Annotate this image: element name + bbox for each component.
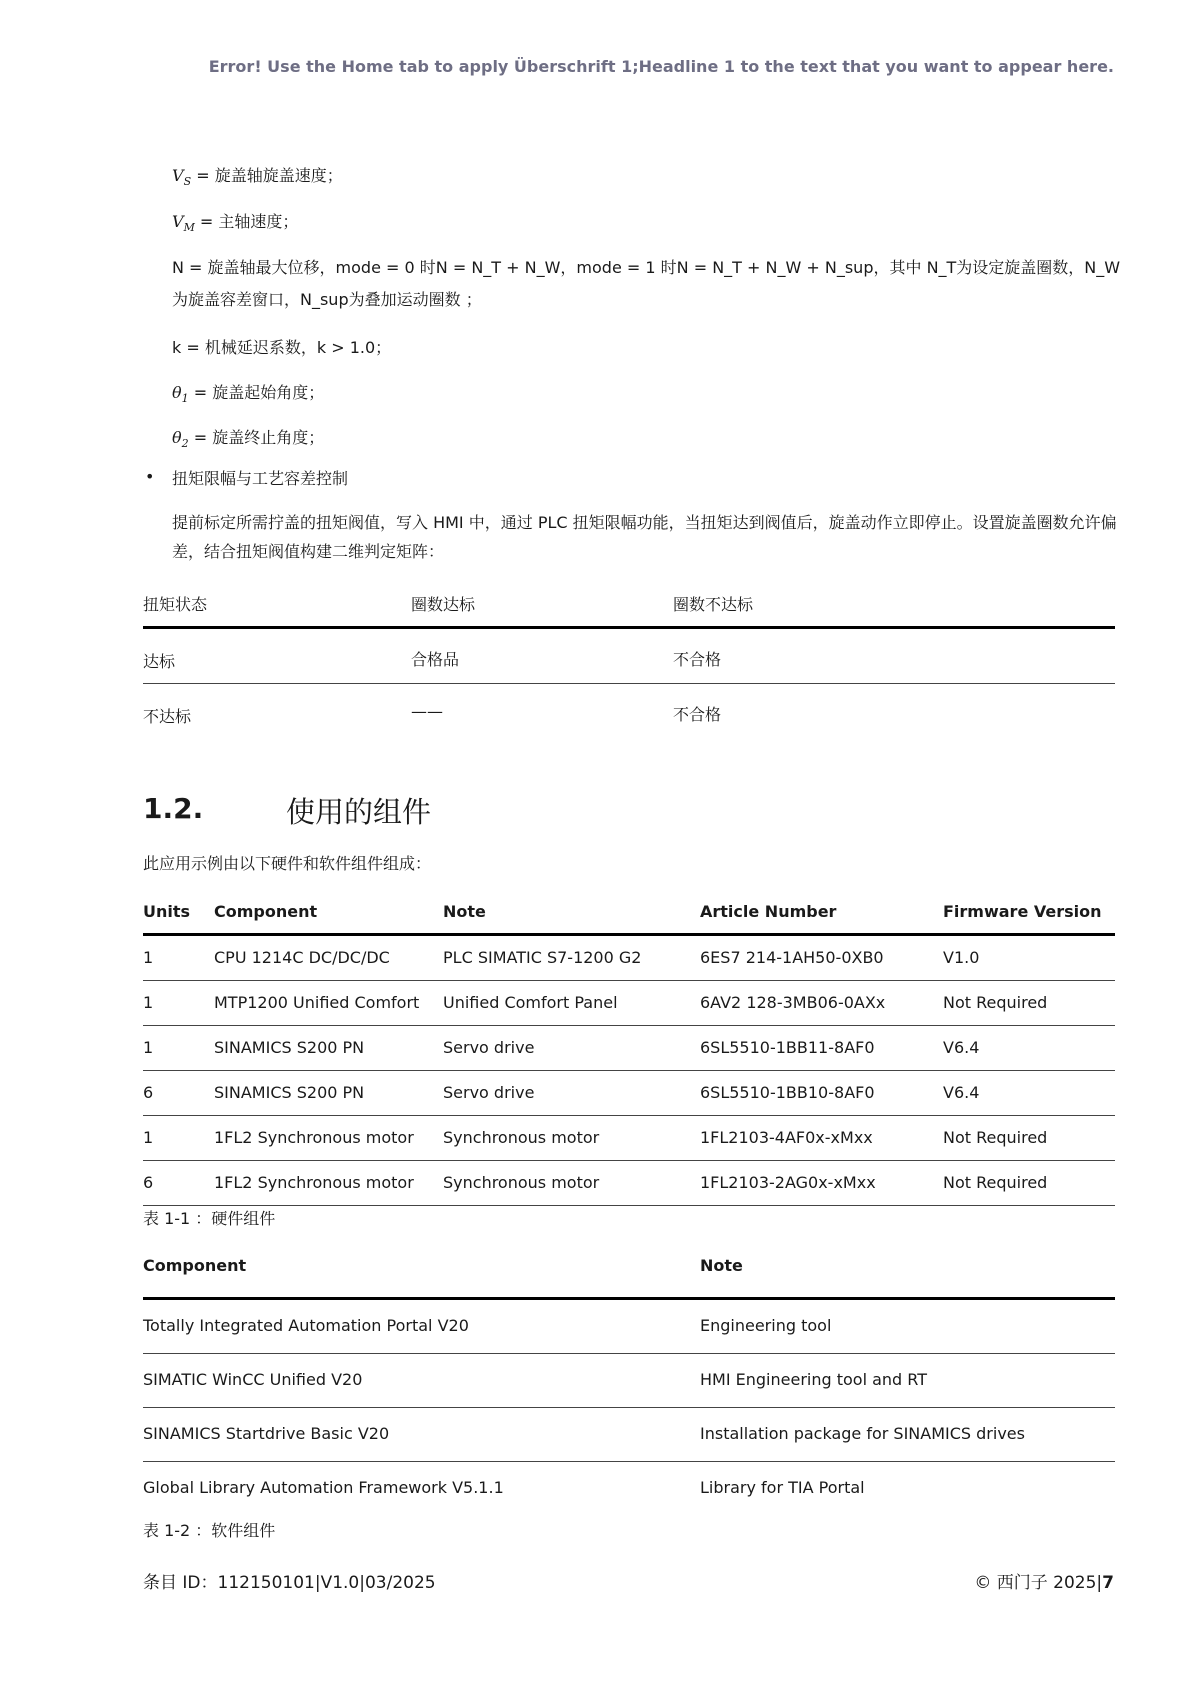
table-cell: Totally Integrated Automation Portal V20 xyxy=(143,1316,469,1335)
section-intro: 此应用示例由以下硬件和软件组件组成： xyxy=(143,854,432,873)
table-cell: —— xyxy=(411,702,443,721)
table-row xyxy=(143,1116,1115,1161)
definition-vm-text: = 主轴速度； xyxy=(194,212,299,231)
table-row xyxy=(143,1161,1115,1206)
table-header-cell: Article Number xyxy=(700,902,837,921)
table-cell: 1 xyxy=(143,993,154,1012)
table-cell: 1FL2 Synchronous motor xyxy=(214,1173,414,1192)
table-row xyxy=(143,981,1115,1026)
footer-entry-id: 条目 ID：112150101|V1.0|03/2025 xyxy=(143,1573,436,1593)
table-cell: Not Required xyxy=(943,1128,1048,1147)
table-cell: 1FL2103-2AG0x-xMxx xyxy=(700,1173,876,1192)
definition-theta1-text: = 旋盖起始角度； xyxy=(188,383,325,402)
table-cell: HMI Engineering tool and RT xyxy=(700,1370,928,1389)
table-header-cell: Note xyxy=(700,1256,743,1275)
table-cell: CPU 1214C DC/DC/DC xyxy=(214,948,390,967)
definition-theta1 xyxy=(172,383,324,409)
software-components-table xyxy=(143,1242,1115,1515)
decision-matrix-table xyxy=(143,588,1115,738)
table-header-cell: Note xyxy=(443,902,486,921)
footer-copyright xyxy=(974,1568,1114,1593)
table-cell: 1 xyxy=(143,1128,154,1147)
hardware-components-table xyxy=(143,896,1115,1206)
table-cell: Servo drive xyxy=(443,1038,535,1057)
table-header-row xyxy=(143,588,1115,629)
table-cell: 6 xyxy=(143,1083,154,1102)
table-cell: Synchronous motor xyxy=(443,1128,600,1147)
table-cell: Not Required xyxy=(943,1173,1048,1192)
table-cell: 1 xyxy=(143,948,154,967)
definition-theta2-text: = 旋盖终止角度； xyxy=(188,428,325,447)
table-header-cell: 扭矩状态 xyxy=(143,595,208,614)
table-cell: 6 xyxy=(143,1173,154,1192)
table-row xyxy=(143,1462,1115,1515)
table-row xyxy=(143,936,1115,981)
table-cell: Engineering tool xyxy=(700,1316,832,1335)
table-header-cell: Firmware Version xyxy=(943,902,1102,921)
table-cell: MTP1200 Unified Comfort xyxy=(214,993,420,1012)
table-cell: 6ES7 214-1AH50-0XB0 xyxy=(700,948,884,967)
symbol-vm: $V_M$ xyxy=(172,212,195,235)
table-row xyxy=(143,1026,1115,1071)
table-cell: V6.4 xyxy=(943,1038,980,1057)
definition-theta2 xyxy=(172,428,324,454)
table-row xyxy=(143,1408,1115,1462)
table-cell: 合格品 xyxy=(411,650,460,669)
table-cell: 1FL2103-4AF0x-xMxx xyxy=(700,1128,873,1147)
table-header-cell: 圈数达标 xyxy=(411,595,476,614)
table-cell: V6.4 xyxy=(943,1083,980,1102)
bullet-dot-icon: • xyxy=(145,467,155,486)
table-cell: 6AV2 128-3MB06-0AXx xyxy=(700,993,886,1012)
definition-n-line2: 为旋盖容差窗口，N_sup为叠加运动圈数 ； xyxy=(172,290,482,309)
table-header-row xyxy=(143,1242,1115,1300)
definition-vs xyxy=(172,166,343,192)
symbol-vs: $V_S$ xyxy=(172,166,192,189)
section-number: 1.2. xyxy=(143,792,204,825)
table-row xyxy=(143,1354,1115,1408)
table-cell: Library for TIA Portal xyxy=(700,1478,865,1497)
running-header: Error! Use the Home tab to apply Überschrift 1;Headline 1 to the text that you want to appear here. xyxy=(208,57,1114,76)
table-cell: Global Library Automation Framework V5.1.1 xyxy=(143,1478,504,1497)
table-cell: Not Required xyxy=(943,993,1048,1012)
table-cell: V1.0 xyxy=(943,948,980,967)
table-row xyxy=(143,1300,1115,1354)
page-number: 7 xyxy=(1102,1573,1114,1593)
table-cell: Installation package for SINAMICS drives xyxy=(700,1424,1025,1443)
table-row xyxy=(143,684,1115,738)
table-cell: SINAMICS S200 PN xyxy=(214,1083,365,1102)
definition-vs-text: = 旋盖轴旋盖速度； xyxy=(191,166,343,185)
table-cell: 6SL5510-1BB10-8AF0 xyxy=(700,1083,875,1102)
definition-k: k = 机械延迟系数，k > 1.0； xyxy=(172,338,392,357)
table-cell: SINAMICS Startdrive Basic V20 xyxy=(143,1424,390,1443)
definition-vm xyxy=(172,212,298,238)
table-row xyxy=(143,1071,1115,1116)
software-table-caption: 表 1-2 ：软件组件 xyxy=(143,1521,276,1540)
table-header-cell: Component xyxy=(143,1256,247,1275)
table-cell: 达标 xyxy=(143,652,176,671)
table-cell: 1 xyxy=(143,1038,154,1057)
table-cell: SINAMICS S200 PN xyxy=(214,1038,365,1057)
table-cell: 不达标 xyxy=(143,707,192,726)
table-header-cell: Component xyxy=(214,902,318,921)
symbol-theta2: $\theta_2$ xyxy=(172,428,189,451)
table-header-cell: Units xyxy=(143,902,191,921)
bullet-title: 扭矩限幅与工艺容差控制 xyxy=(172,469,349,488)
table-cell: 1FL2 Synchronous motor xyxy=(214,1128,414,1147)
table-cell: Servo drive xyxy=(443,1083,535,1102)
table-cell: 不合格 xyxy=(673,650,722,669)
hardware-table-caption: 表 1-1 ：硬件组件 xyxy=(143,1209,276,1228)
table-cell: SIMATIC WinCC Unified V20 xyxy=(143,1370,363,1389)
definition-n-line1: N = 旋盖轴最大位移，mode = 0 时N = N_T + N_W，mode = 1 时N = N_T + N_W + N_sup，其中 N_T为设定旋盖圈数，N_W xyxy=(172,258,1121,277)
table-header-cell: 圈数不达标 xyxy=(673,595,754,614)
table-row xyxy=(143,629,1115,684)
section-title: 使用的组件 xyxy=(286,795,432,829)
symbol-theta1: $\theta_1$ xyxy=(172,383,189,406)
table-cell: Synchronous motor xyxy=(443,1173,600,1192)
table-header-row xyxy=(143,896,1115,936)
table-cell: 不合格 xyxy=(673,705,722,724)
table-cell: Unified Comfort Panel xyxy=(443,993,618,1012)
bullet-paragraph: 提前标定所需拧盖的扭矩阀值，写入 HMI 中，通过 PLC 扭矩限幅功能，当扭矩达到阀值后，旋盖动作立即停止。设置旋盖圈数允许偏差，结合扭矩阀值构建二维判定矩阵： xyxy=(172,513,1117,561)
table-cell: PLC SIMATIC S7-1200 G2 xyxy=(443,948,642,967)
table-cell: 6SL5510-1BB11-8AF0 xyxy=(700,1038,875,1057)
footer-copyright-text: © 西门子 2025| xyxy=(974,1573,1103,1593)
